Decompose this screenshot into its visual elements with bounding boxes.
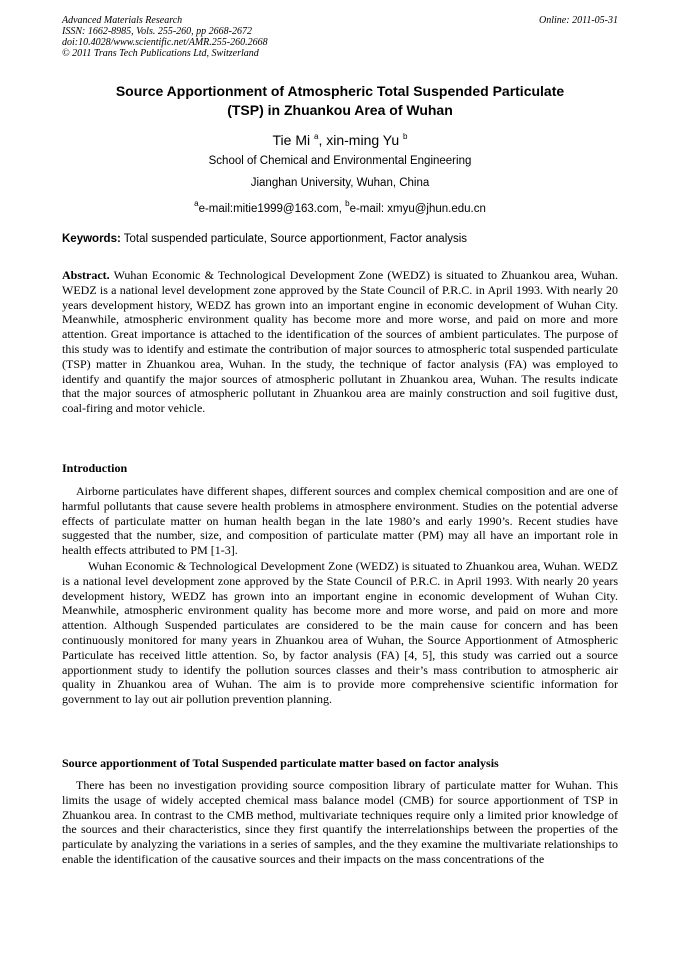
author-2-marker: b xyxy=(403,132,408,141)
issn-line: ISSN: 1662-8985, Vols. 255-260, pp 2668-2672 xyxy=(62,26,252,37)
introduction-heading: Introduction xyxy=(62,461,128,475)
author-1: Tie Mi xyxy=(272,132,311,148)
copyright-line: © 2011 Trans Tech Publications Ltd, Switzerland xyxy=(62,48,259,59)
email-a[interactable]: e-mail:mitie1999@163.com, xyxy=(198,203,346,215)
introduction-paragraph-2: Wuhan Economic & Technological Development Zone (WEDZ) is situated to Zhuankou area, Wuhan. WEDZ is a national level development zone approved by the State Council of P.R.C. in April 1993. With nearly 20 years development history, WEDZ has grown into an important engine in economic development of Wuhan City. Meanwhile, atmospheric environment quality has become more and more worse, and paid on more and more attention. Although Suspended particulates are considered to be the main cause for concern and has been continuously monitored for many years in Zhuankou area of Wuhan, the Source Apportionment of Atmospheric Particulate has received little attention. So, by factor analysis (FA) [4, 5], this study was carried out a source apportionment study to identify the pollution sources classes and their’s mass contribution to atmospheric air quality in Zhuankou area of Wuhan. The aim is to provide more comprehensive scientific information for government to lay out air pollution prevention planning. xyxy=(62,559,618,707)
paper-title xyxy=(62,82,618,120)
author-separator: , xyxy=(318,132,327,148)
keywords-line xyxy=(62,232,618,246)
online-date: Online: 2011-05-31 xyxy=(539,15,618,26)
affiliation-university: Jianghan University, Wuhan, China xyxy=(250,177,430,189)
email-a-marker: a xyxy=(194,199,199,208)
title-line-2: (TSP) in Zhuankou Area of Wuhan xyxy=(227,102,453,118)
email-b[interactable]: e-mail: xmyu@jhun.edu.cn xyxy=(349,203,486,215)
author-1-marker: a xyxy=(314,132,319,141)
email-b-marker: b xyxy=(345,199,350,208)
section-2-paragraph-1: There has been no investigation providing source composition library of particulate matter for Wuhan. This limits the usage of widely accepted chemical mass balance model (CMB) for source apportionment of TSP in Zhuankou area. In contrast to the CMB method, multivariate techniques require only a limited prior knowledge of the sources and their characteristics, since they first quantify the interrelationships between the properties of the particulate by analyzing the variations in a series of samples, and the they examine the multivariate relationships to enable the identification of the causative sources and their impacts on the mass concentrations of the xyxy=(62,778,618,866)
author-2: xin-ming Yu xyxy=(326,132,400,148)
email-line xyxy=(62,197,618,216)
abstract-paragraph xyxy=(62,268,618,416)
keywords-label: Keywords: xyxy=(62,233,121,245)
journal-name: Advanced Materials Research xyxy=(62,15,183,26)
introduction-paragraph-1: Airborne particulates have different shapes, different sources and complex chemical composition and are one of harmful pollutants that cause severe health problems in atmosphere environment. Studies on the potential adverse effects of particulate matter on human health began in the late 1980’s and early 1990’s. Recent studies have suggested that the number, size, and composition of particulate matter (PM) may all have an important role in health effects attributed to PM [1-3]. xyxy=(62,484,618,558)
journal-header xyxy=(62,15,618,59)
abstract-label: Abstract. xyxy=(62,268,110,282)
section-2-heading: Source apportionment of Total Suspended particulate matter based on factor analysis xyxy=(62,756,499,770)
abstract-text: Wuhan Economic & Technological Development Zone (WEDZ) is situated to Zhuankou area, Wuhan. WEDZ is a national level development zone approved by the State Council of P.R.C. in April 1993. With nearly 20 years development history, WEDZ has grown into an important engine in economic development of Wuhan City. Meanwhile, atmospheric environment quality has become more and more worse, and paid on more and more attention. Great importance is attached to the identification of the sources of ambient particulates. The purpose of this study was to identify and estimate the contribution of major sources to atmospheric total suspended particulate (TSP) matter in Zhuankou area, Wuhan. In the study, the technique of factor analysis (FA) was employed to identify and quantify the major sources of atmospheric pollutant in Zhuankou area, Wuhan. The results indicate that the major sources of atmospheric pollutant in Zhuankou area are mainly construction and soil fugitive dust, coal-firing and motor vehicle. xyxy=(62,268,618,416)
affiliation-department: School of Chemical and Environmental Engineering xyxy=(208,155,472,167)
doi-line: doi:10.4028/www.scientific.net/AMR.255-260.2668 xyxy=(62,37,268,48)
keywords-text: Total suspended particulate, Source apportionment, Factor analysis xyxy=(120,233,468,245)
title-line-1: Source Apportionment of Atmospheric Total Suspended Particulate xyxy=(115,83,565,99)
author-list xyxy=(62,128,618,149)
